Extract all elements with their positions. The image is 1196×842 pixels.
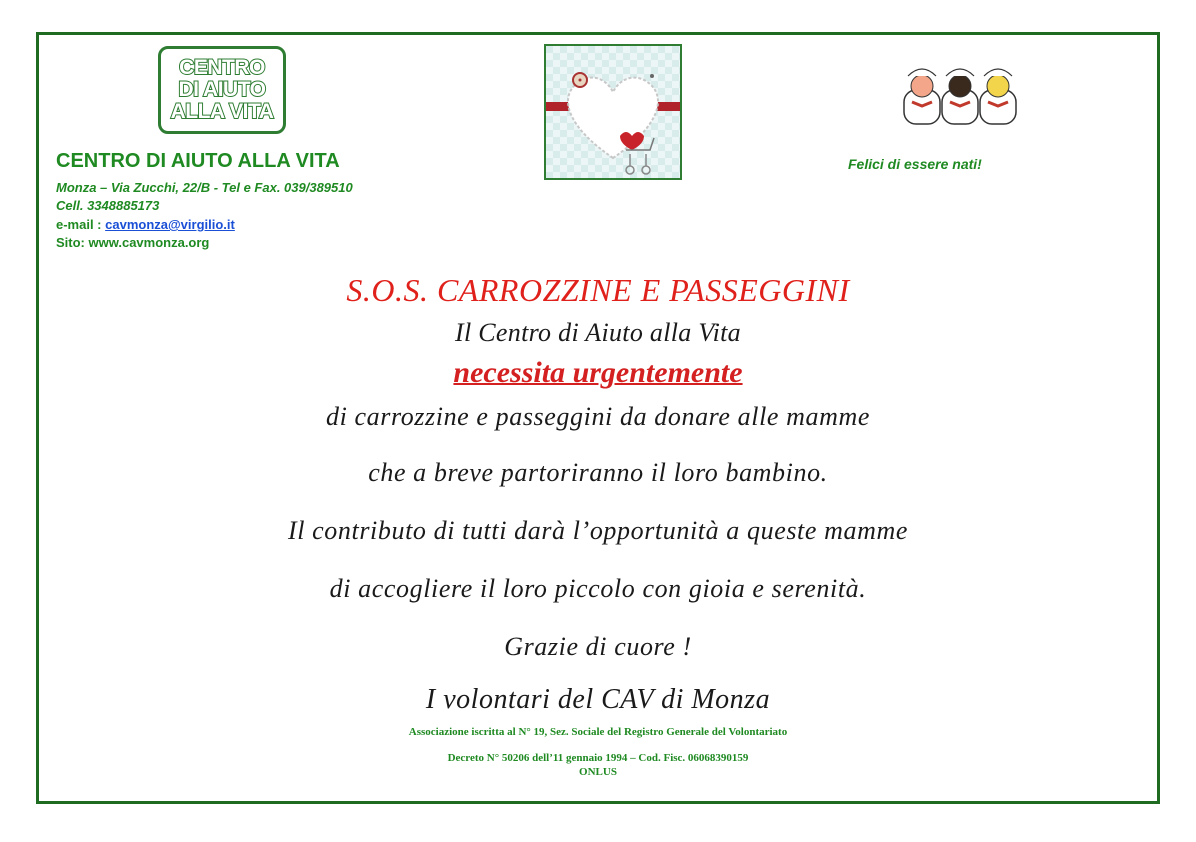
logo-line-3: ALLA VITA bbox=[170, 100, 274, 123]
org-name: CENTRO DI AIUTO ALLA VITA bbox=[56, 150, 340, 172]
body-line-4: di accogliere il loro piccolo con gioia e serenità. bbox=[329, 574, 867, 603]
email-line bbox=[56, 217, 235, 232]
address: Monza – Via Zucchi, 22/B - Tel e Fax. 039/389510 bbox=[56, 180, 353, 195]
three-babies-illustration bbox=[890, 62, 1030, 132]
cell-phone: Cell. 3348885173 bbox=[56, 198, 160, 213]
website: Sito: www.cavmonza.org bbox=[56, 235, 210, 250]
urgent-text: necessita urgentemente bbox=[453, 356, 743, 389]
cav-logo bbox=[158, 46, 286, 134]
intro-line: Il Centro di Aiuto alla Vita bbox=[455, 318, 741, 347]
thanks-line: Grazie di cuore ! bbox=[504, 632, 692, 661]
signature: I volontari del CAV di Monza bbox=[425, 684, 771, 715]
registry-note: Associazione iscritta al N° 19, Sez. Sociale del Registro Generale del Volontariato bbox=[408, 726, 788, 738]
body-line-1: di carrozzine e passeggini da donare alle mamme bbox=[325, 402, 871, 431]
body-line-2: che a breve partoriranno il loro bambino. bbox=[368, 458, 828, 487]
heart-stroller-illustration bbox=[544, 44, 682, 180]
logo-line-2: DI AIUTO bbox=[178, 78, 266, 101]
decree-note: Decreto N° 50206 dell’11 gennaio 1994 – Cod. Fisc. 06068390159 bbox=[447, 752, 749, 764]
onlus-note: ONLUS bbox=[579, 766, 617, 778]
slogan: Felici di essere nati! bbox=[848, 156, 982, 172]
logo-line-1: CENTRO bbox=[179, 56, 265, 79]
body-line-3: Il contributo di tutti darà l’opportunità a queste mamme bbox=[287, 516, 908, 545]
email-link[interactable]: cavmonza@virgilio.it bbox=[105, 217, 235, 232]
urgent-line bbox=[0, 356, 1196, 390]
main-title: S.O.S. CARROZZINE E PASSEGGINI bbox=[346, 272, 850, 308]
email-label: e-mail : bbox=[56, 217, 106, 232]
